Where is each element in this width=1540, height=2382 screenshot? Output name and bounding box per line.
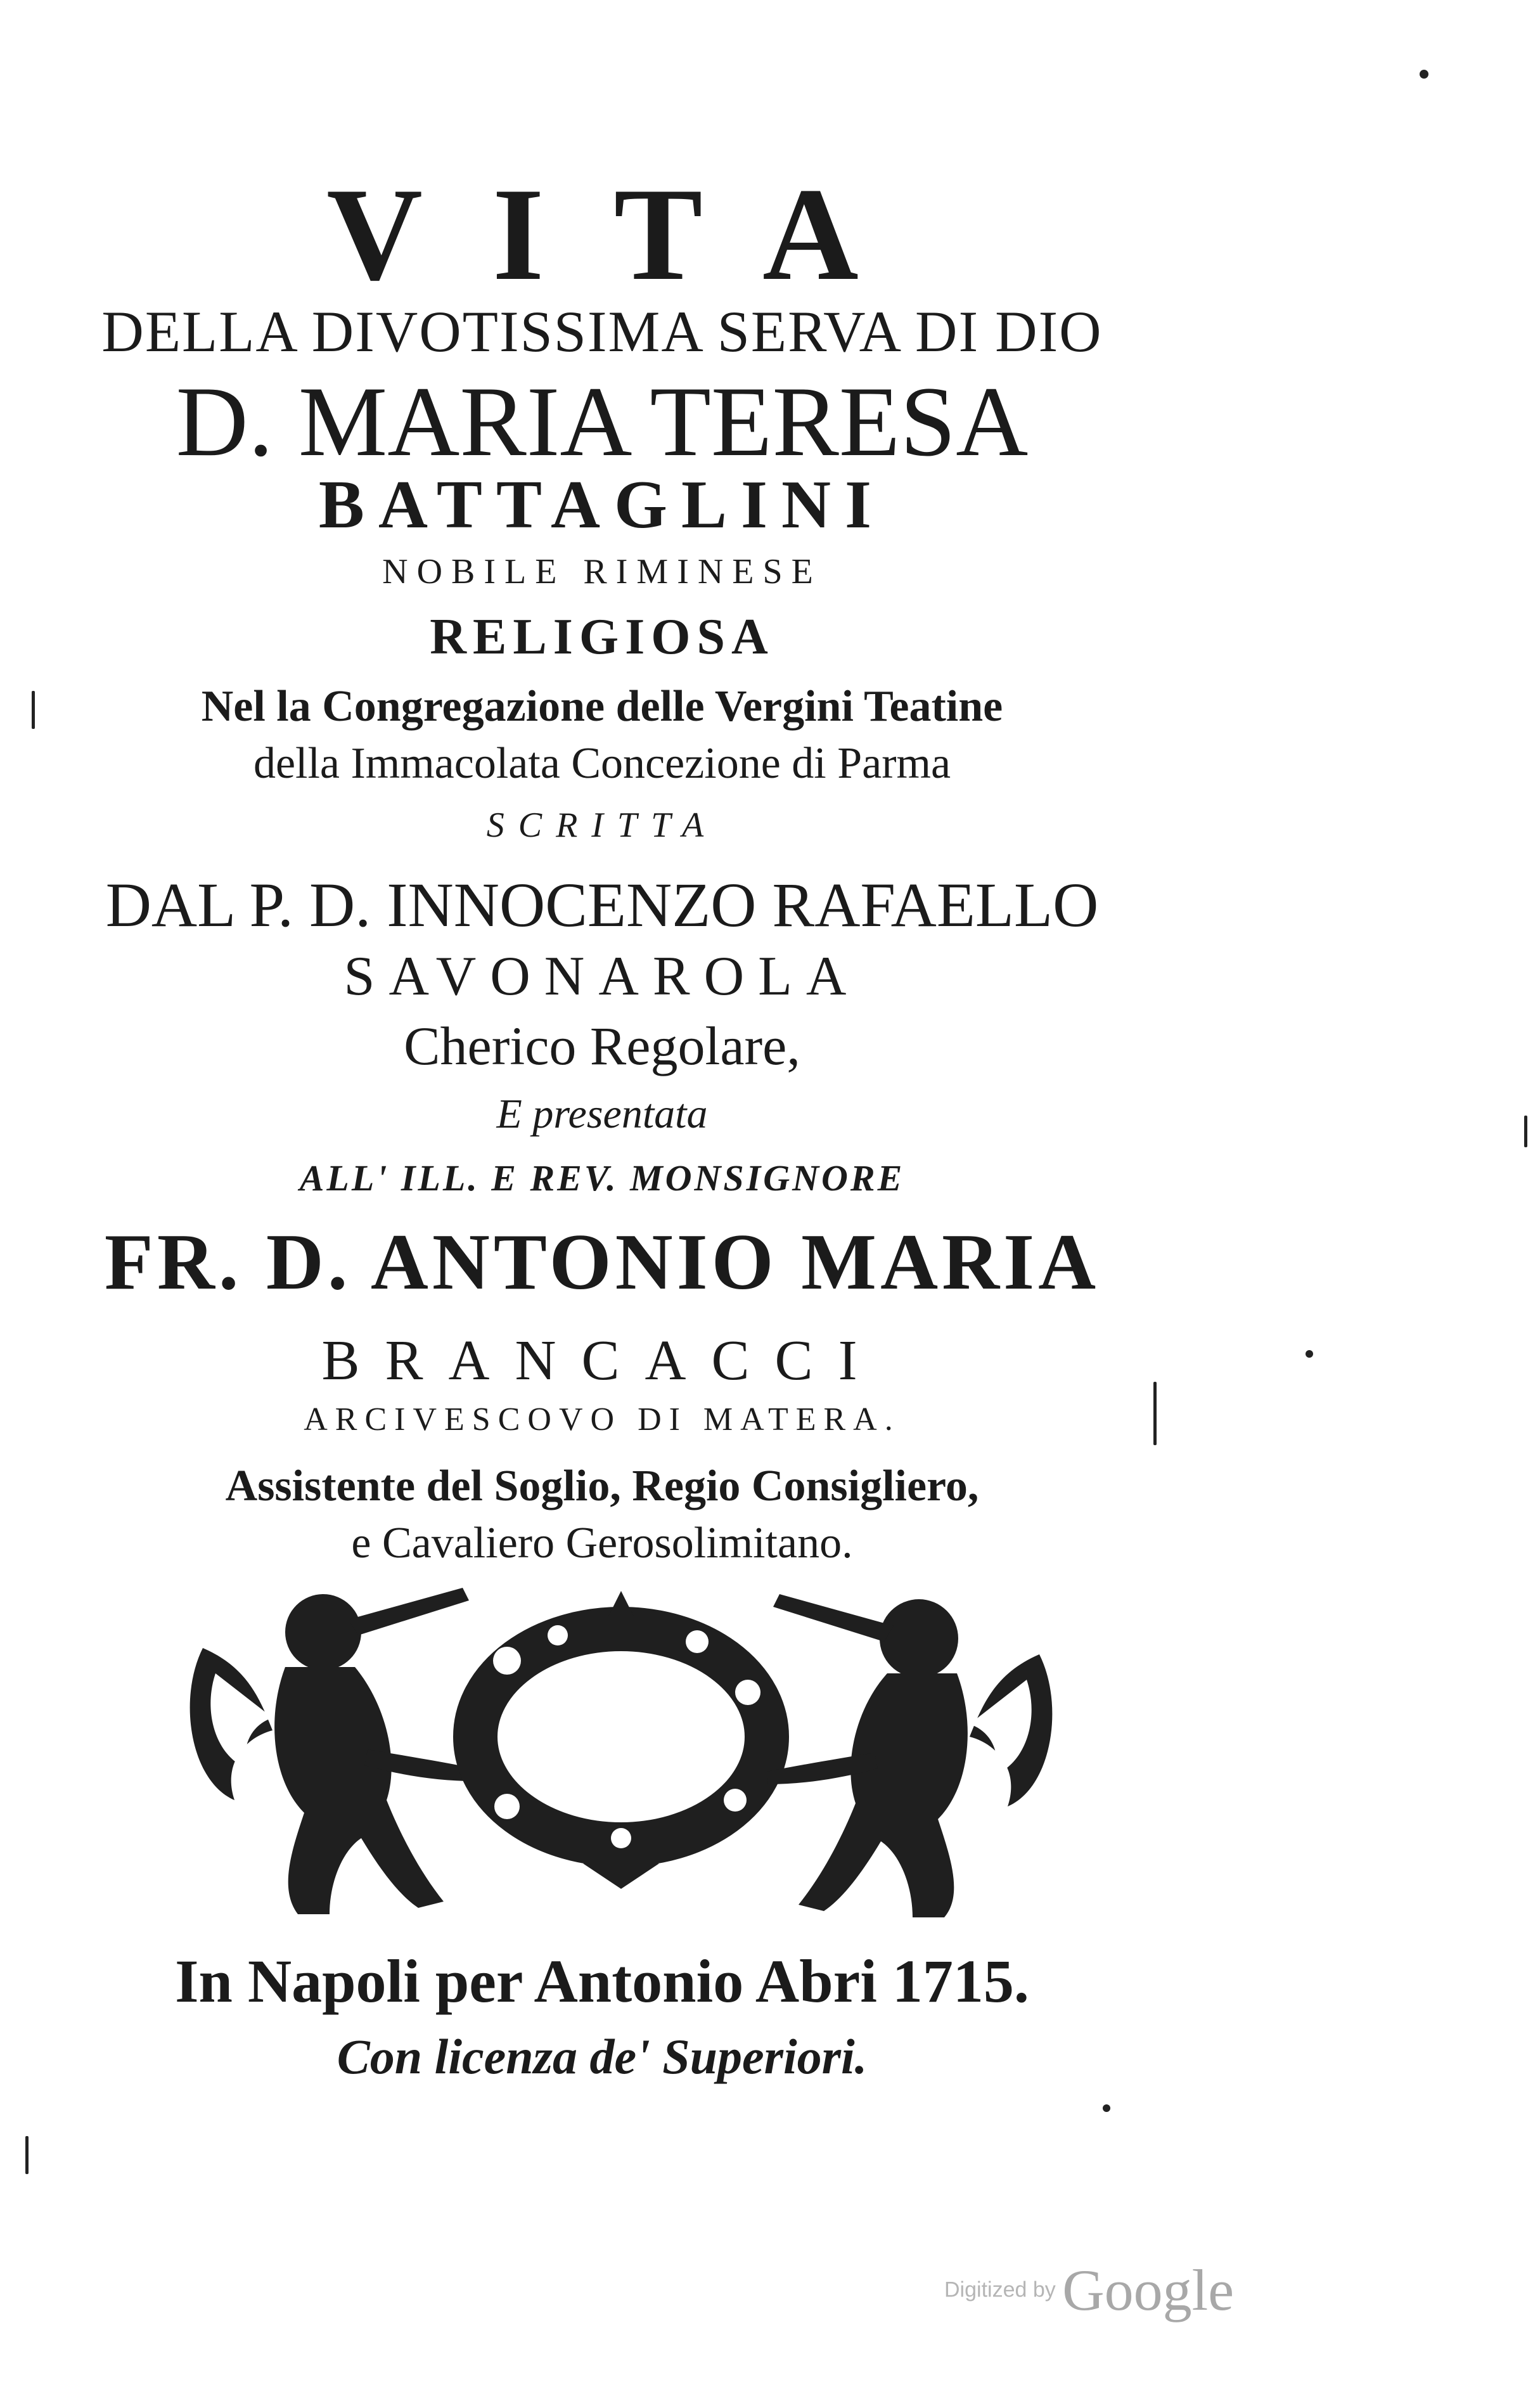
google-logo-icon: Google bbox=[1062, 2258, 1235, 2322]
digitized-watermark bbox=[944, 2256, 1234, 2324]
subtitle-line-1: DELLA DIVOTISSIMA SERVA DI DIO bbox=[101, 299, 1103, 364]
congregation-line-1: Nel la Congregazione delle Vergini Teatine bbox=[201, 682, 1003, 731]
author-line-2: SAVONAROLA bbox=[343, 946, 861, 1007]
dedicatee-line-1: FR. D. ANTONIO MARIA bbox=[104, 1218, 1100, 1306]
putti-woodcut-icon bbox=[177, 1572, 1065, 1927]
ink-speck bbox=[1306, 1350, 1313, 1358]
ink-speck bbox=[1103, 2104, 1110, 2112]
name-line-2: BATTAGLINI bbox=[318, 467, 886, 543]
author-role-line: Cherico Regolare, bbox=[404, 1015, 800, 1076]
license-line: Con licenza de' Superiori. bbox=[337, 2029, 868, 2084]
presentata-line: E presentata bbox=[496, 1091, 708, 1137]
author-line-1: DAL P. D. INNOCENZO RAFAELLO bbox=[105, 870, 1099, 940]
congregation-line-2: della Immacolata Concezione di Parma bbox=[253, 739, 951, 788]
title-vita: VITA bbox=[326, 161, 928, 308]
ink-speck bbox=[1420, 70, 1428, 79]
ink-speck bbox=[1153, 1382, 1157, 1445]
dedicatee-line-2: BRANCACCI bbox=[321, 1329, 883, 1392]
name-line-1: D. MARIA TERESA bbox=[176, 366, 1029, 477]
watermark-prefix: Digitized by bbox=[944, 2277, 1056, 2302]
ink-speck bbox=[1524, 1116, 1527, 1147]
ink-speck bbox=[25, 2136, 29, 2174]
scritta-line: SCRITTA bbox=[486, 806, 718, 845]
ink-speck bbox=[32, 691, 35, 729]
titles-line-1: Assistente del Soglio, Regio Consigliero, bbox=[225, 1462, 979, 1510]
archbishop-line: ARCIVESCOVO DI MATERA. bbox=[304, 1401, 901, 1438]
titles-line-2: e Cavaliero Gerosolimitano. bbox=[351, 1519, 853, 1568]
imprint-line: In Napoli per Antonio Abri 1715. bbox=[175, 1947, 1029, 2015]
dedicatee-intro-line: ALL' ILL. E REV. MONSIGNORE bbox=[299, 1157, 905, 1199]
origin-line: NOBILE RIMINESE bbox=[382, 552, 822, 591]
religiosa-line: RELIGIOSA bbox=[430, 609, 774, 665]
